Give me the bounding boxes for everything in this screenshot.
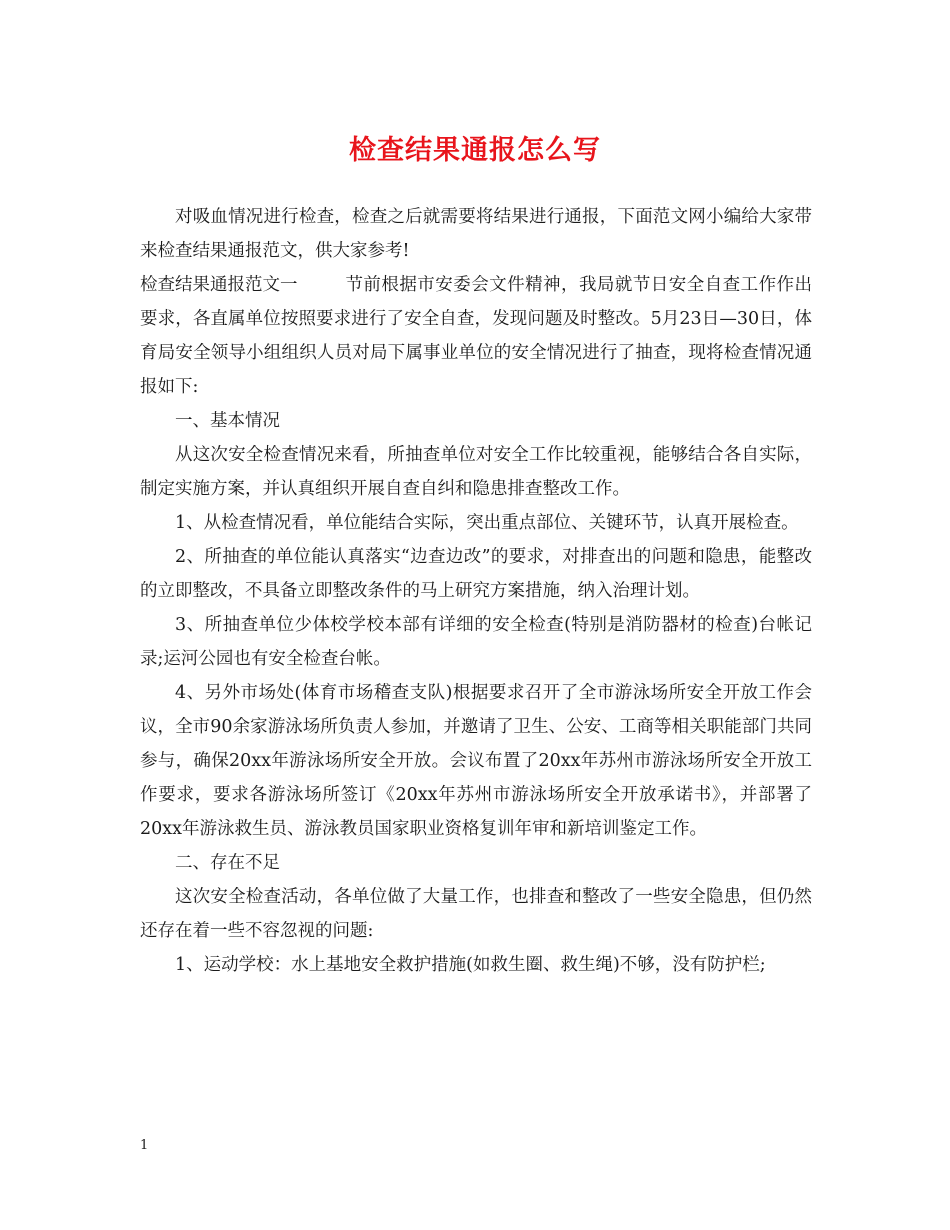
- document-title: 检查结果通报怎么写: [349, 135, 601, 166]
- document-body: [140, 200, 812, 982]
- section2-paragraph: 这次安全检查活动，各单位做了大量工作，也排查和整改了一些安全隐患，但仍然还存在着一些不容忽视的问题:: [140, 887, 812, 941]
- section1-heading: 一、基本情况: [175, 411, 280, 431]
- list-item: 2、所抽查的单位能认真落实“边查边改”的要求，对排查出的问题和隐患，能整改的立即整改，不具备立即整改条件的马上研究方案措施，纳入治理计划。: [140, 547, 812, 601]
- list-item: 4、另外市场处(体育市场稽查支队)根据要求召开了全市游泳场所安全开放工作会议，全市90余家游泳场所负责人参加，并邀请了卫生、公安、工商等相关职能部门共同参与，确保20xx年游泳场所安全开放。会议布置了20xx年苏州市游泳场所安全开放工作要求，要求各游泳场所签订《20xx年苏州市游泳场所安全开放承诺书》，并部署了20xx年游泳救生员、游泳教员国家职业资格复训年审和新培训鉴定工作。: [140, 683, 812, 839]
- page-number: 1: [140, 1138, 149, 1153]
- sample-lead-text: 节前根据市安委会文件精神，我局就节日安全自查工作作出要求，各直属单位按照要求进行了安全自查，发现问题及时整改。5月23日—30日，体育局安全领导小组组织人员对局下属事业单位的安全情况进行了抽查，现将检查情况通报如下:: [140, 275, 812, 397]
- sample-heading: 检查结果通报范文一: [140, 275, 298, 295]
- sample-paragraph: [140, 268, 812, 404]
- list-item: 1、从检查情况看，单位能结合实际，突出重点部位、关键环节，认真开展检查。: [175, 513, 799, 533]
- section2-heading: 二、存在不足: [175, 853, 280, 873]
- list-item: 1、运动学校：水上基地安全救护措施(如救生圈、救生绳)不够，没有防护栏;: [175, 955, 766, 975]
- section1-paragraph: 从这次安全检查情况来看，所抽查单位对安全工作比较重视，能够结合各自实际，制定实施方案，并认真组织开展自查自纠和隐患排查整改工作。: [140, 445, 812, 499]
- intro-paragraph: 对吸血情况进行检查，检查之后就需要将结果进行通报，下面范文网小编给大家带来检查结果通报范文，供大家参考!: [140, 207, 812, 261]
- list-item: 3、所抽查单位少体校学校本部有详细的安全检查(特别是消防器材的检查)台帐记录;运河公园也有安全检查台帐。: [140, 615, 812, 669]
